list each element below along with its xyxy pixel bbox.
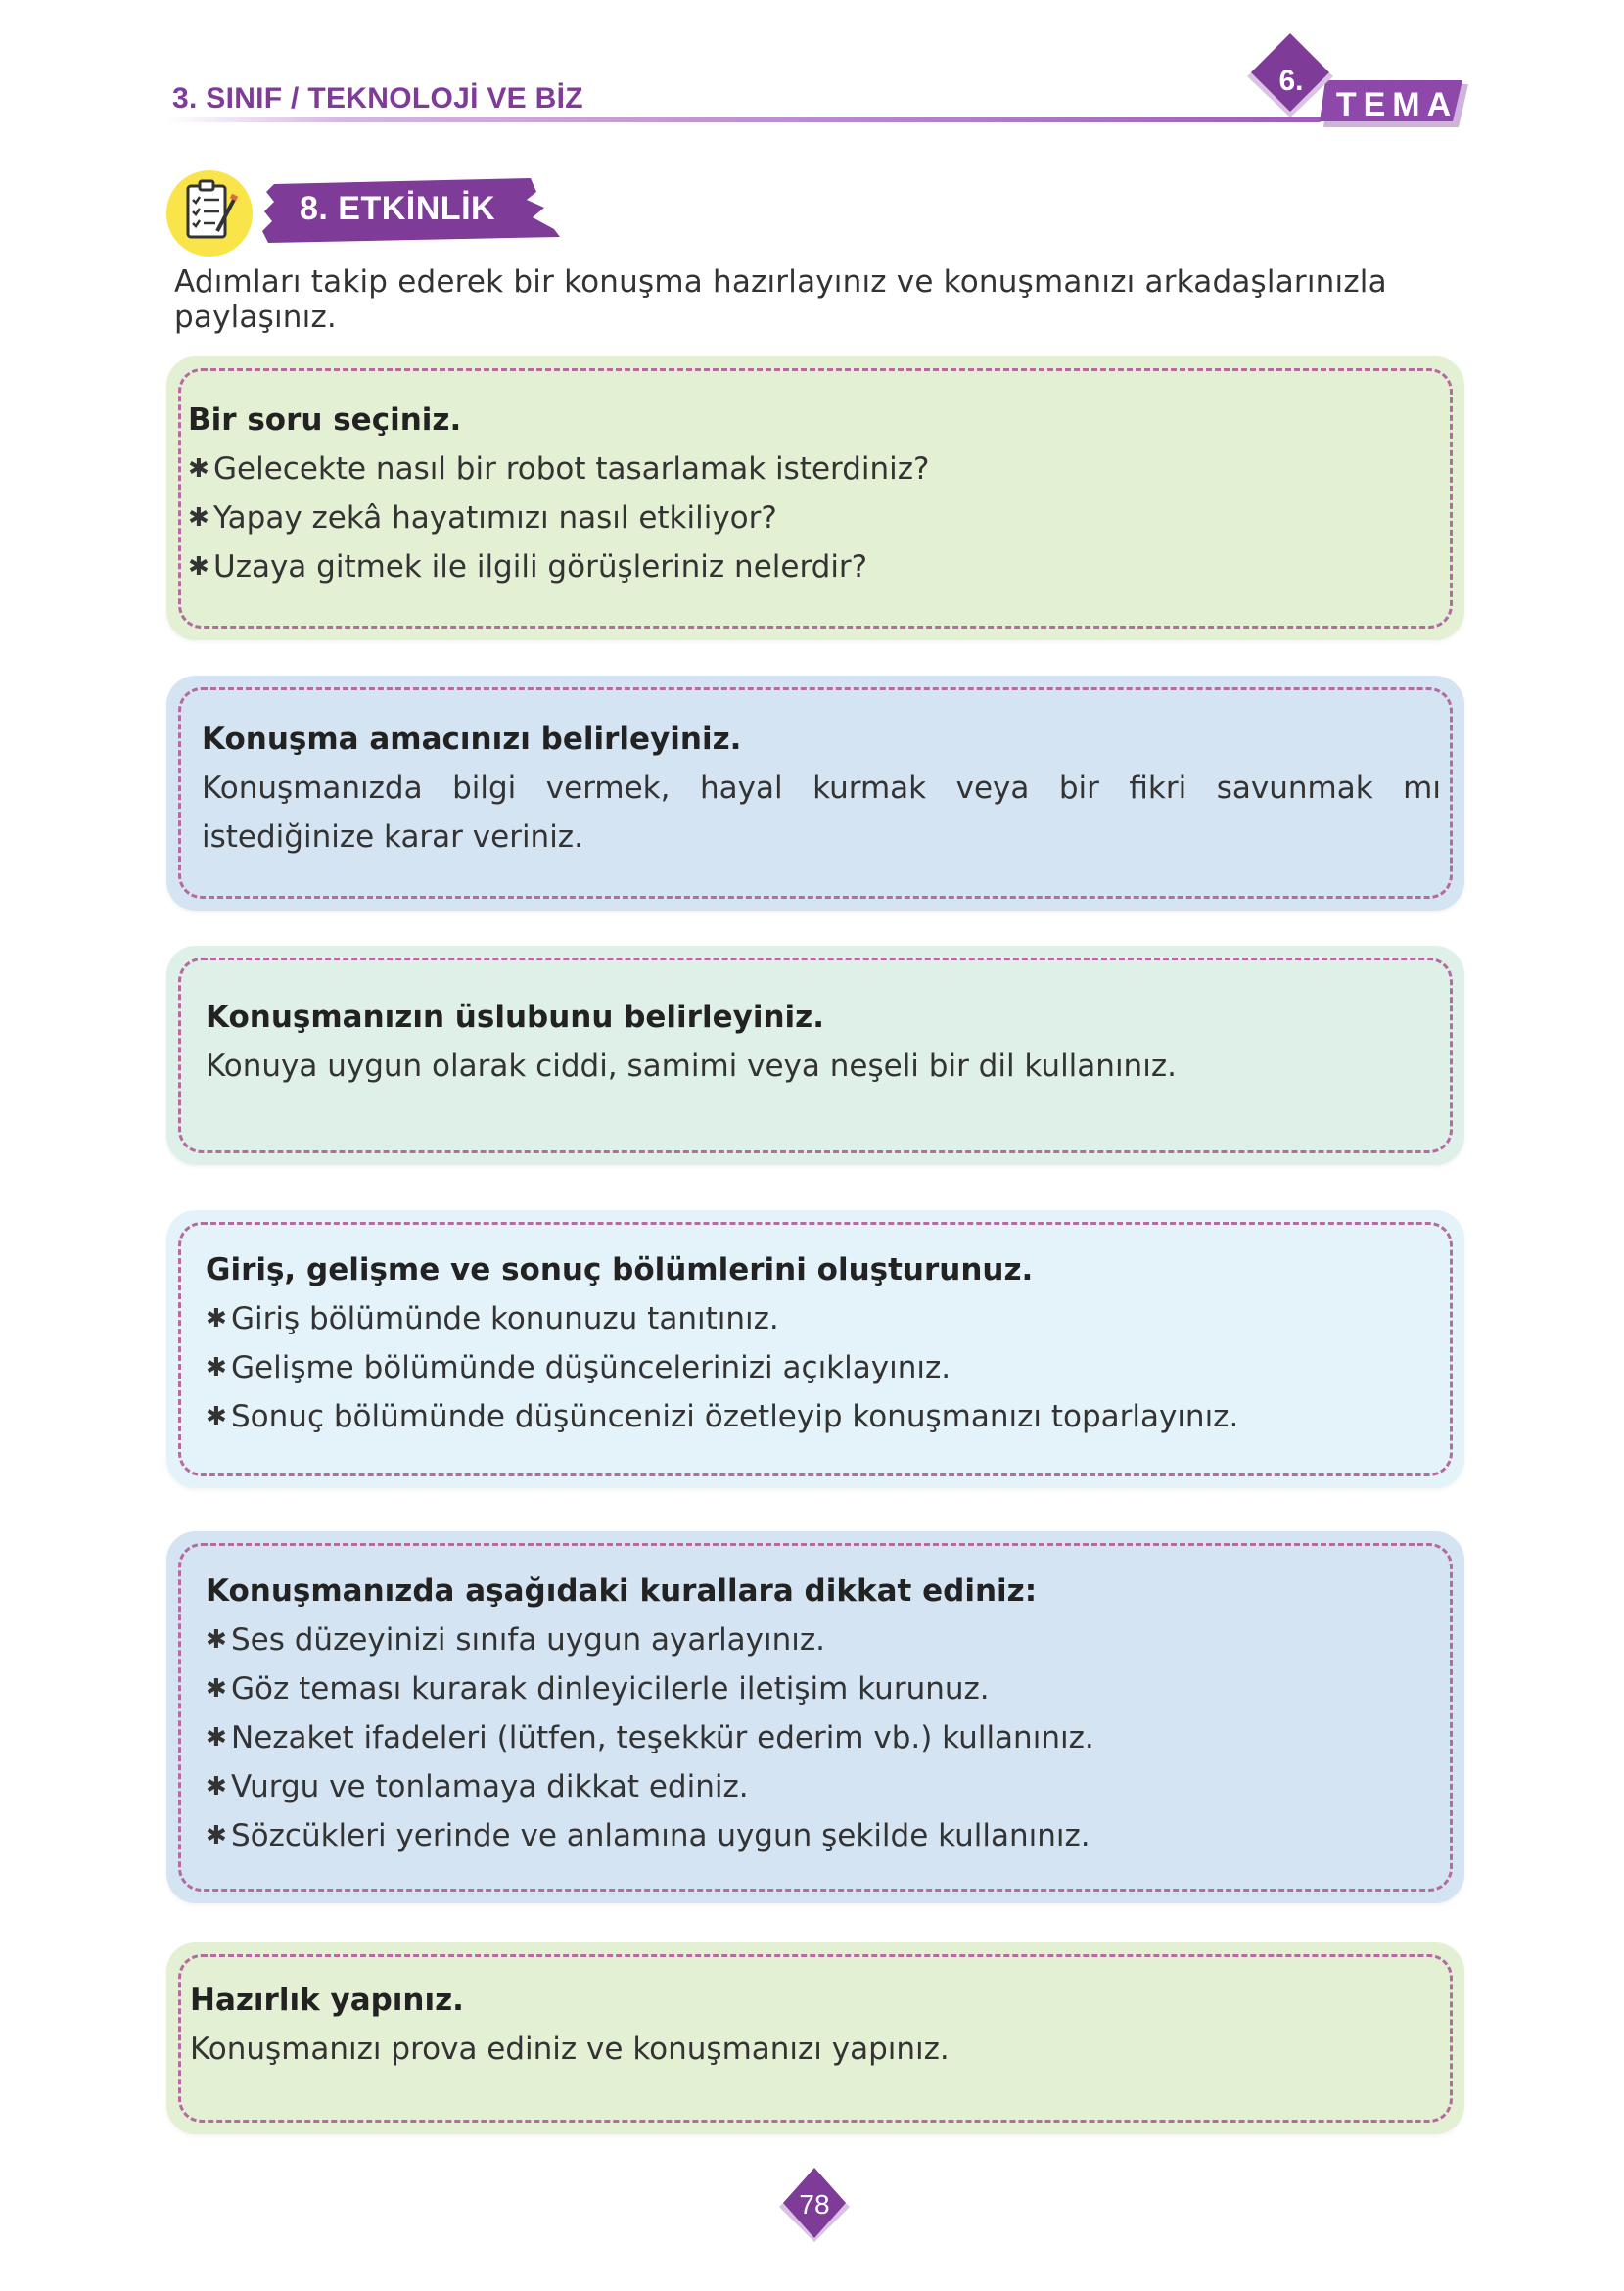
asterisk-bullet-icon: ✱: [206, 1625, 227, 1655]
activity-tag: [260, 174, 564, 247]
style-card-text: Konuya uygun olarak ciddi, samimi veya neşeli bir dil kullanınız.: [206, 1049, 1177, 1084]
asterisk-bullet-icon: ✱: [188, 552, 209, 582]
asterisk-bullet-icon: ✱: [206, 1304, 227, 1333]
question-card: [166, 356, 1464, 640]
asterisk-bullet-icon: ✱: [206, 1674, 227, 1704]
list-item: ✱ Uzaya gitmek ile ilgili görüşleriniz nelerdir?: [188, 542, 1443, 591]
list-item: ✱ Sözcükleri yerinde ve anlamına uygun şekilde kullanınız.: [206, 1811, 1443, 1860]
asterisk-bullet-icon: ✱: [206, 1723, 227, 1753]
theme-badge: [1235, 33, 1480, 131]
purpose-card: [166, 676, 1464, 911]
prepare-card-text: Konuşmanızı prova ediniz ve konuşmanızı yapınız.: [190, 2032, 950, 2067]
asterisk-bullet-icon: ✱: [206, 1402, 227, 1431]
list-item: ✱ Gelecekte nasıl bir robot tasarlamak isterdiniz?: [188, 444, 1443, 493]
rules-card: [166, 1531, 1464, 1903]
asterisk-bullet-icon: ✱: [206, 1772, 227, 1801]
list-item: ✱ Ses düzeyinizi sınıfa uygun ayarlayınız.: [206, 1615, 1443, 1664]
activity-instruction: Adımları takip ederek bir konuşma hazırlayınız ve konuşmanızı arkadaşlarınızla paylaşınız.: [174, 264, 1387, 335]
header-divider: [166, 117, 1322, 122]
list-item: ✱ Yapay zekâ hayatımızı nasıl etkiliyor?: [188, 493, 1443, 542]
style-card-title: Konuşmanızın üslubunu belirleyiniz.: [206, 1000, 824, 1035]
asterisk-bullet-icon: ✱: [206, 1353, 227, 1382]
theme-number: 6.: [1278, 65, 1304, 97]
prepare-card-title: Hazırlık yapınız.: [190, 1983, 464, 2018]
activity-label: 8. ETKİNLİK: [300, 190, 496, 227]
question-card-title: Bir soru seçiniz.: [188, 402, 462, 438]
list-item: ✱ Sonuç bölümünde düşüncenizi özetleyip konuşmanızı toparlayınız.: [206, 1392, 1443, 1441]
asterisk-bullet-icon: ✱: [188, 503, 209, 533]
checklist-icon: [164, 168, 255, 258]
rules-card-title: Konuşmanızda aşağıdaki kurallara dikkat ediniz:: [206, 1573, 1038, 1609]
list-item: ✱ Nezaket ifadeleri (lütfen, teşekkür ederim vb.) kullanınız.: [206, 1713, 1443, 1762]
list-item: ✱ Vurgu ve tonlamaya dikkat ediniz.: [206, 1762, 1443, 1811]
theme-word: TEMA: [1335, 86, 1459, 123]
asterisk-bullet-icon: ✱: [206, 1821, 227, 1850]
prepare-card: [166, 1942, 1464, 2134]
style-card: [166, 946, 1464, 1165]
structure-card: [166, 1210, 1464, 1488]
list-item: ✱ Giriş bölümünde konunuzu tanıtınız.: [206, 1294, 1443, 1343]
page-number-badge: [775, 2168, 854, 2246]
structure-card-title: Giriş, gelişme ve sonuç bölümlerini oluşturunuz.: [206, 1252, 1034, 1287]
asterisk-bullet-icon: ✱: [188, 454, 209, 484]
purpose-card-title: Konuşma amacınızı belirleyiniz.: [202, 722, 742, 757]
page-number: 78: [799, 2189, 830, 2220]
list-item: ✱ Göz teması kurarak dinleyicilerle iletişim kurunuz.: [206, 1664, 1443, 1713]
list-item: ✱ Gelişme bölümünde düşüncelerinizi açıklayınız.: [206, 1343, 1443, 1392]
purpose-card-text: Konuşmanızda bilgi vermek, hayal kurmak veya bir fikri savunmak mı istediğinize karar veriniz.: [202, 771, 1441, 855]
book-section-title: 3. SINIF / TEKNOLOJİ VE BİZ: [172, 82, 583, 115]
